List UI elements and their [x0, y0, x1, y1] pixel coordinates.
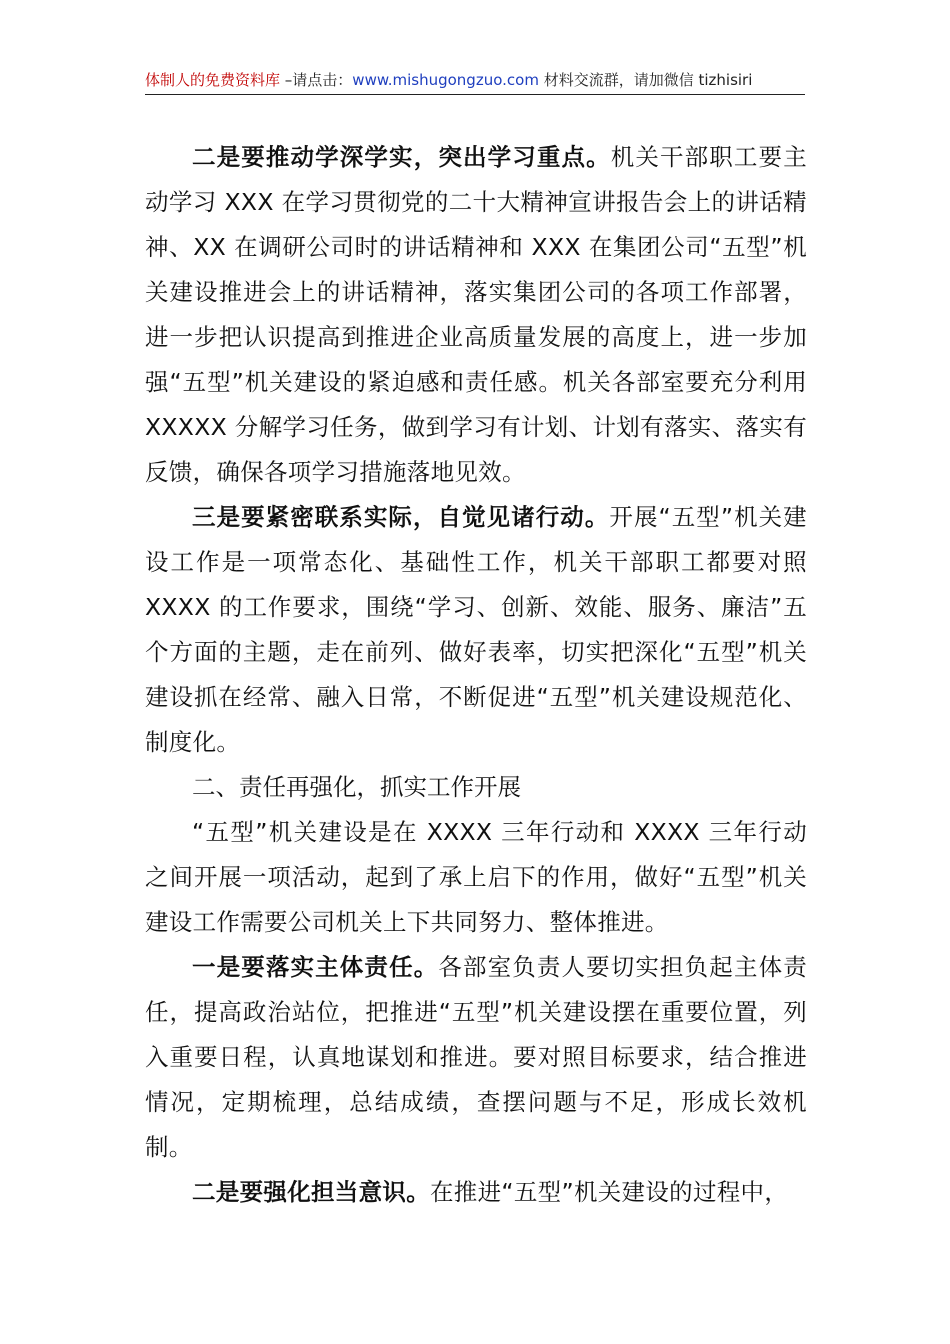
paragraph-lead: 三是要紧密联系实际，自觉见诸行动。 [192, 503, 610, 531]
header-brand: 体制人的免费资料库 [145, 71, 281, 89]
paragraph-text: 开展“五型”机关建设工作是一项常态化、基础性工作，机关干部职工都要对照 XXXX 的工作要求，围绕“学习、创新、效能、服务、廉洁”五个方面的主题，走在前列、做好表率，切实把深化“五型”机关建设抓在经常、融入日常，不断促进“五型”机关建设规范化、制度化。 [145, 503, 807, 756]
paragraph-text: 各部室负责人要切实担负起主体责任，提高政治站位，把推进“五型”机关建设摆在重要位置，列入重要日程，认真地谋划和推进。要对照目标要求，结合推进情况，定期梳理，总结成绩，查摆问题与不足，形成长效机制。 [145, 953, 808, 1161]
page-header [145, 66, 805, 95]
header-url-link[interactable]: www.mishugongzuo.com [352, 71, 539, 89]
paragraph-responsibility [145, 945, 807, 1170]
paragraph-lead: 一是要落实主体责任。 [192, 953, 439, 981]
paragraph-commitment [145, 1170, 807, 1215]
section-heading: 二、责任再强化，抓实工作开展 [192, 773, 521, 801]
paragraph-lead: 二是要推动学深学实，突出学习重点。 [192, 143, 611, 171]
document-body [145, 135, 807, 1215]
header-tail: 材料交流群，请加微信 tizhisiri [538, 71, 753, 89]
paragraph-study [145, 135, 807, 495]
paragraph-text: 在推进“五型”机关建设的过程中， [430, 1178, 789, 1206]
paragraph-text: 机关干部职工要主动学习 XXX 在学习贯彻党的二十大精神宣讲报告会上的讲话精神、XX 在调研公司时的讲话精神和 XXX 在集团公司“五型”机关建设推进会上的讲话精神，落实集团公司的各项工作部署，进一步把认识提高到推进企业高质量发展的高度上，进一步加强“五型”机关建设的紧迫感和责任感。机关各部室要充分利用 XXXXX 分解学习任务，做到学习有计划、计划有落实、落实有反馈，确保各项学习措施落地见效。 [145, 143, 807, 486]
paragraph-practice [145, 495, 807, 765]
paragraph-intro: “五型”机关建设是在 XXXX 三年行动和 XXXX 三年行动之间开展一项活动，起到了承上启下的作用，做好“五型”机关建设工作需要公司机关上下共同努力、整体推进。 [145, 818, 807, 936]
paragraph-lead: 二是要强化担当意识。 [192, 1178, 430, 1206]
header-separator: –请点击： [280, 71, 353, 89]
